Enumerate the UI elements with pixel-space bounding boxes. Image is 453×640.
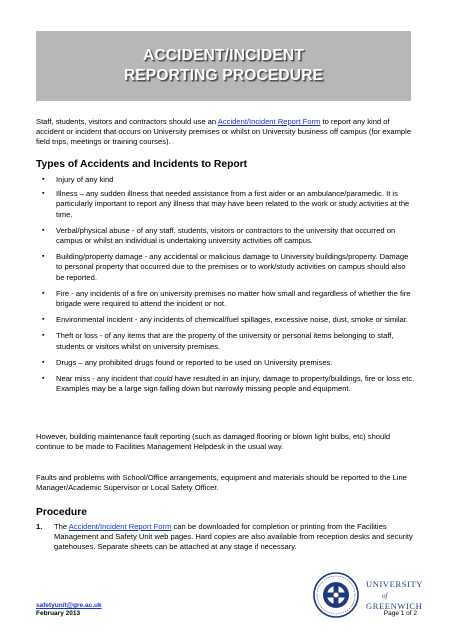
title-line-2: REPORTING PROCEDURE (123, 67, 324, 84)
footer-date: February 2013 (36, 610, 81, 617)
logo-line-1: UNIVERSITY (366, 579, 423, 589)
types-item-fire: ▪ Fire - any incidents of a fire on university premises no matter how small and regardless of whether the fire brigade were required to attend the incident or not. (36, 289, 416, 309)
types-list (36, 175, 416, 400)
near-miss-emphasis: could (154, 374, 173, 384)
near-miss-end: have resulted in an injury, damage to property/buildings, fire or loss etc. Examples may be a large sign falling down but narrowly missing people and equipment. (56, 374, 415, 394)
procedure-form-link[interactable]: Accident/Incident Report Form (68, 522, 172, 531)
types-item-property-damage: ▪ Building/property damage - any accidental or malicious damage to University buildings/property. Damage to personal property that occurred due to the premises or to work/study activities on campus should also be reported. (36, 252, 416, 283)
footer-email-link[interactable]: safetyunit@gre.ac.uk (36, 602, 102, 609)
intro-paragraph (36, 117, 416, 148)
procedure-step (36, 522, 416, 553)
university-crest-icon (314, 573, 358, 617)
title-banner (36, 31, 411, 101)
intro-text-start: Staff, students, visitors and contractors should use an (36, 117, 218, 126)
types-item-environmental: ▪ Environmental incident - any incidents of chemical/fuel spillages, excessive noise, dust, smoke or similar. (36, 315, 416, 325)
types-item-theft: ▪ Theft or loss - of any items that are the property of the university or personal items belonging to staff, students or visitors whilst on university premises. (36, 331, 416, 351)
title-line-1: ACCIDENT/INCIDENT (143, 47, 304, 64)
types-item-abuse: ▪ Verbal/physical abuse - of any staff, students, visitors or contractors to the university that occurred on campus or whilst an individual is undertaking university activities off campus. (36, 226, 416, 246)
types-item-near-miss (36, 374, 416, 394)
faults-paragraph: Faults and problems with School/Office arrangements, equipment and materials should be reported to the Line Manager/Academic Supervisor or Local Safety Officer. (36, 473, 407, 493)
logo-line-3: GREENWICH (366, 601, 423, 611)
types-heading: Types of Accidents and Incidents to Report (36, 159, 248, 170)
near-miss-start: Near miss - any incident that (56, 374, 155, 384)
procedure-step-number: 1. (36, 522, 43, 531)
footer (36, 602, 102, 618)
procedure-step-end: can be downloaded for completion or printing from the Facilities Management and Safety Unit web pages. Hard copies are also available from reception desks and security gatehouses. Separate sheets can be attached at any stage if necessary. (54, 522, 413, 552)
procedure-list (36, 522, 416, 553)
report-form-link[interactable]: Accident/Incident Report Form (217, 117, 321, 126)
types-item-drugs: ▪ Drugs – any prohibited drugs found or reported to be used on University premises. (36, 358, 416, 368)
intro-text-end: to report any kind of accident or incident that occurs on University premises or whilst on University business off campus (for example field trips, meetings or training courses). (36, 117, 412, 147)
types-item-injury: ▪ Injury of any kind (36, 175, 416, 185)
procedure-heading: Procedure (36, 507, 87, 518)
types-item-illness: ▪ Illness – any sudden illness that needed assistance from a first aider or an ambulance/paramedic. It is particularly important to report any illness that may have been related to the work or study activities at the time. (36, 189, 416, 220)
logo-line-2: of (382, 592, 388, 600)
procedure-step-start: The (54, 522, 69, 531)
maintenance-paragraph: However, building maintenance fault reporting (such as damaged flooring or blown light bulbs, etc) should continue to be made to Facilities Management Helpdesk in the usual way. (36, 432, 391, 452)
page-number: Page 1 of 2 (383, 610, 417, 617)
